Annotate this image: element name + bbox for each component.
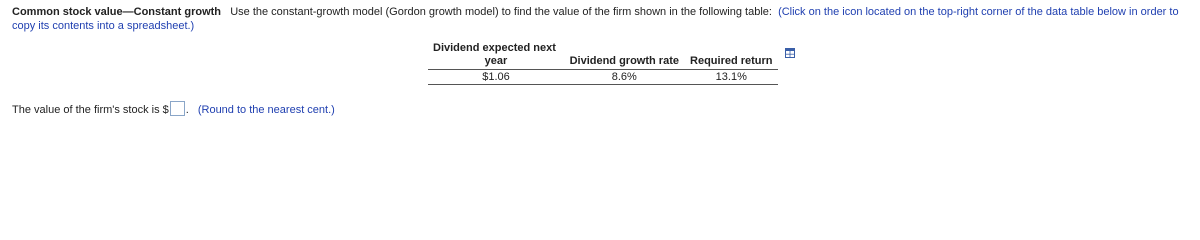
- answer-prompt: The value of the firm's stock is $: [12, 104, 169, 116]
- header-dividend-line1: Dividend expected next: [433, 42, 556, 54]
- header-growth-rate: Dividend growth rate: [564, 42, 685, 70]
- data-table: [428, 42, 778, 85]
- question-title: Common stock value—Constant growth: [12, 6, 222, 18]
- answer-suffix: .: [185, 104, 189, 116]
- answer-line: [12, 101, 335, 117]
- spreadsheet-copy-icon[interactable]: [785, 48, 795, 58]
- header-required-return: Required return: [685, 42, 778, 70]
- copy-icon-graphic: [785, 48, 795, 58]
- dividend-table: [428, 42, 778, 85]
- header-dividend-line2: year: [484, 55, 508, 67]
- table-header-row: [428, 42, 778, 70]
- question-instruction: Use the constant-growth model (Gordon growth model) to find the value of the firm shown in the following table:: [230, 6, 772, 18]
- cell-growth-rate: 8.6%: [564, 70, 685, 85]
- cell-required-return: 13.1%: [685, 70, 778, 85]
- table-row: [428, 70, 778, 85]
- stock-value-input[interactable]: [170, 101, 185, 116]
- cell-dividend: $1.06: [428, 70, 564, 85]
- round-note: (Round to the nearest cent.): [197, 104, 335, 116]
- copy-instruction-note: (Click on the icon located on the top-right corner of the data table below in order to copy its contents into a spreadsheet.): [12, 6, 1179, 32]
- question-header: [12, 5, 1190, 33]
- header-dividend-expected: [428, 42, 564, 70]
